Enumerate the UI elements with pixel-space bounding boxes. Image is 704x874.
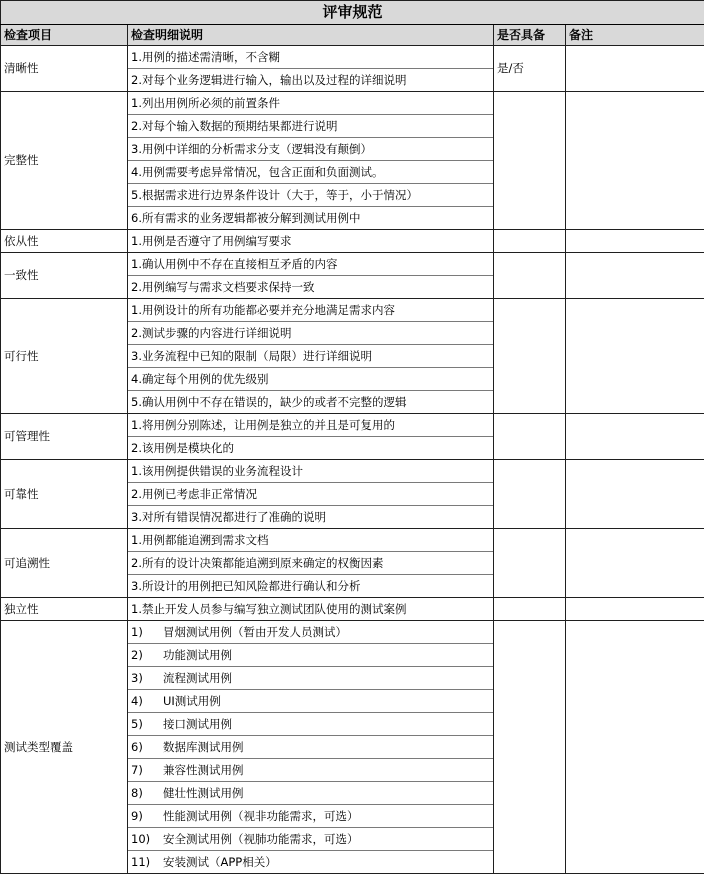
detail-cell[interactable] <box>128 299 494 414</box>
coverage-number: 3) <box>131 667 163 689</box>
remark-cell[interactable] <box>566 529 704 598</box>
criterion-cell[interactable]: 可行性 <box>1 299 128 414</box>
criterion-cell[interactable]: 可管理性 <box>1 414 128 460</box>
criterion-cell[interactable]: 可靠性 <box>1 460 128 529</box>
coverage-number: 11) <box>131 851 163 873</box>
coverage-line <box>128 690 493 713</box>
coverage-number: 9) <box>131 805 163 827</box>
detail-line: 1.该用例提供错误的业务流程设计 <box>128 460 493 483</box>
detail-line: 1.用例设计的所有功能都必要并充分地满足需求内容 <box>128 299 493 322</box>
detail-cell[interactable] <box>128 253 494 299</box>
coverage-line <box>128 759 493 782</box>
detail-cell[interactable] <box>128 414 494 460</box>
detail-line: 4.确定每个用例的优先级别 <box>128 368 493 391</box>
table-row <box>1 414 704 460</box>
detail-line: 2.对每个业务逻辑进行输入，输出以及过程的详细说明 <box>128 69 493 91</box>
detail-cell[interactable] <box>128 46 494 92</box>
coverage-line <box>128 851 493 873</box>
detail-line: 4.用例需要考虑异常情况，包含正面和负面测试。 <box>128 161 493 184</box>
detail-line: 2.该用例是模块化的 <box>128 437 493 459</box>
detail-line: 3.所设计的用例把已知风险都进行确认和分析 <box>128 575 493 597</box>
detail-cell[interactable] <box>128 230 494 253</box>
criterion-cell[interactable]: 一致性 <box>1 253 128 299</box>
remark-cell[interactable] <box>566 621 704 874</box>
header-item[interactable]: 检查项目 <box>1 25 128 46</box>
remark-cell[interactable] <box>566 460 704 529</box>
meets-cell[interactable] <box>494 529 566 598</box>
table-row <box>1 46 704 92</box>
criterion-cell[interactable]: 测试类型覆盖 <box>1 621 128 874</box>
detail-line: 1.确认用例中不存在直接相互矛盾的内容 <box>128 253 493 276</box>
coverage-text: 流程测试用例 <box>163 671 232 685</box>
detail-line: 3.对所有错误情况都进行了准确的说明 <box>128 506 493 528</box>
remark-cell[interactable] <box>566 253 704 299</box>
table-row <box>1 230 704 253</box>
criterion-cell[interactable]: 完整性 <box>1 92 128 230</box>
criterion-cell[interactable]: 独立性 <box>1 598 128 621</box>
detail-line: 5.确认用例中不存在错误的，缺少的或者不完整的逻辑 <box>128 391 493 413</box>
detail-line: 3.用例中详细的分析需求分支（逻辑没有颠倒） <box>128 138 493 161</box>
detail-cell[interactable] <box>128 460 494 529</box>
remark-cell[interactable] <box>566 46 704 92</box>
detail-line: 2.对每个输入数据的预期结果都进行说明 <box>128 115 493 138</box>
detail-line: 5.根据需求进行边界条件设计（大于，等于，小于情况） <box>128 184 493 207</box>
table-row <box>1 598 704 621</box>
coverage-number: 1) <box>131 621 163 643</box>
coverage-number: 4) <box>131 690 163 712</box>
detail-line: 1.用例是否遵守了用例编写要求 <box>128 230 493 252</box>
sheet-title: 评审规范 <box>1 1 704 25</box>
coverage-text: 功能测试用例 <box>163 648 232 662</box>
remark-cell[interactable] <box>566 598 704 621</box>
meets-cell[interactable] <box>494 92 566 230</box>
coverage-line <box>128 782 493 805</box>
detail-line: 2.用例已考虑非正常情况 <box>128 483 493 506</box>
coverage-text: 冒烟测试用例（暂由开发人员测试） <box>163 625 347 639</box>
criterion-cell[interactable]: 依从性 <box>1 230 128 253</box>
coverage-text: 安全测试用例（视肺功能需求，可选） <box>163 832 359 846</box>
title-row <box>1 1 704 25</box>
detail-line: 2.所有的设计决策都能追溯到原来确定的权衡因素 <box>128 552 493 575</box>
remark-cell[interactable] <box>566 299 704 414</box>
detail-line: 1.将用例分别陈述，让用例是独立的并且是可复用的 <box>128 414 493 437</box>
detail-line: 2.测试步骤的内容进行详细说明 <box>128 322 493 345</box>
meets-cell[interactable] <box>494 598 566 621</box>
meets-cell[interactable] <box>494 230 566 253</box>
detail-cell[interactable] <box>128 529 494 598</box>
detail-cell[interactable] <box>128 621 494 874</box>
coverage-number: 6) <box>131 736 163 758</box>
detail-line: 2.用例编写与需求文档要求保持一致 <box>128 276 493 298</box>
header-meets[interactable]: 是否具备 <box>494 25 566 46</box>
table-row <box>1 529 704 598</box>
detail-cell[interactable] <box>128 92 494 230</box>
meets-cell[interactable] <box>494 621 566 874</box>
meets-cell[interactable] <box>494 460 566 529</box>
coverage-text: 性能测试用例（视非功能需求，可选） <box>163 809 359 823</box>
coverage-text: 接口测试用例 <box>163 717 232 731</box>
meets-cell[interactable] <box>494 253 566 299</box>
coverage-line <box>128 805 493 828</box>
remark-cell[interactable] <box>566 230 704 253</box>
coverage-line <box>128 713 493 736</box>
detail-line: 1.禁止开发人员参与编写独立测试团队使用的测试案例 <box>128 598 493 620</box>
table-row-coverage <box>1 621 704 874</box>
coverage-number: 10) <box>131 828 163 850</box>
detail-line: 1.用例的描述需清晰，不含糊 <box>128 46 493 69</box>
table-row <box>1 253 704 299</box>
remark-cell[interactable] <box>566 414 704 460</box>
coverage-text: 健壮性测试用例 <box>163 786 244 800</box>
table-row <box>1 92 704 230</box>
header-remark[interactable]: 备注 <box>566 25 704 46</box>
meets-cell[interactable]: 是/否 <box>494 46 566 92</box>
header-row <box>1 25 704 46</box>
meets-cell[interactable] <box>494 414 566 460</box>
detail-line: 1.列出用例所必须的前置条件 <box>128 92 493 115</box>
coverage-number: 5) <box>131 713 163 735</box>
coverage-number: 2) <box>131 644 163 666</box>
coverage-text: 安装测试（APP相关） <box>163 855 277 869</box>
header-detail[interactable]: 检查明细说明 <box>128 25 494 46</box>
coverage-line <box>128 667 493 690</box>
coverage-text: UI测试用例 <box>163 694 221 708</box>
table-row <box>1 460 704 529</box>
table-row <box>1 299 704 414</box>
coverage-line <box>128 644 493 667</box>
coverage-text: 兼容性测试用例 <box>163 763 244 777</box>
coverage-text: 数据库测试用例 <box>163 740 244 754</box>
detail-line: 1.用例都能追溯到需求文档 <box>128 529 493 552</box>
remark-cell[interactable] <box>566 92 704 230</box>
coverage-number: 8) <box>131 782 163 804</box>
criterion-cell[interactable]: 可追溯性 <box>1 529 128 598</box>
detail-line: 6.所有需求的业务逻辑都被分解到测试用例中 <box>128 207 493 229</box>
coverage-number: 7) <box>131 759 163 781</box>
meets-cell[interactable] <box>494 299 566 414</box>
coverage-line <box>128 621 493 644</box>
detail-cell[interactable] <box>128 598 494 621</box>
coverage-line <box>128 736 493 759</box>
detail-line: 3.业务流程中已知的限制（局限）进行详细说明 <box>128 345 493 368</box>
criterion-cell[interactable]: 清晰性 <box>1 46 128 92</box>
